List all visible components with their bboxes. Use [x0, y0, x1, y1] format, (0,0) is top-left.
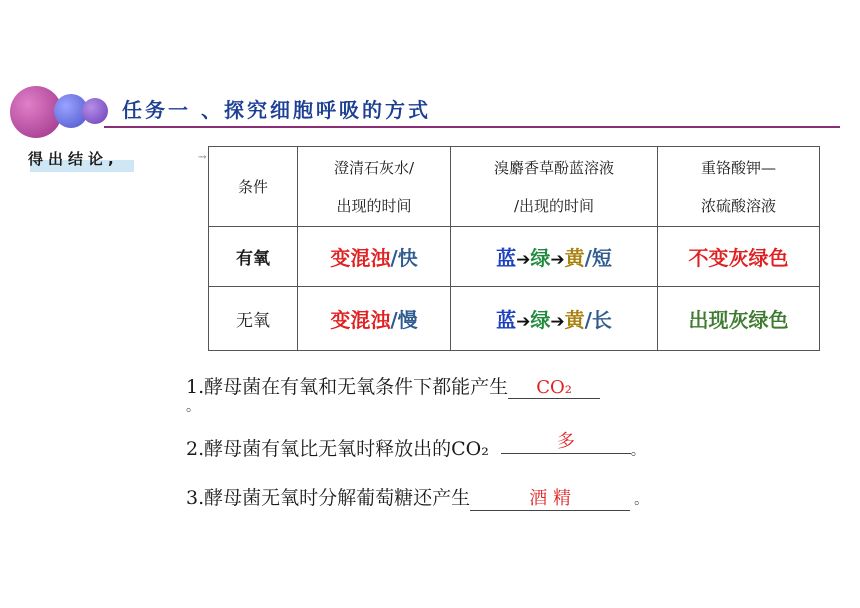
- question-1: 1.酵母菌在有氧和无氧条件下都能产生 CO₂: [186, 372, 600, 399]
- results-table: [208, 146, 820, 351]
- answer-blank: CO₂: [508, 377, 600, 399]
- arrow-icon: ➔: [516, 312, 531, 332]
- dichromate-result: 出现灰绿色: [658, 287, 820, 351]
- question-3: 3.酵母菌无氧时分解葡萄糖还产生 酒 精 。: [186, 483, 648, 511]
- title-underline: [104, 126, 840, 128]
- row-condition: 有氧: [209, 227, 298, 287]
- answer-blank: 多: [501, 427, 631, 454]
- table-header-row: [209, 147, 820, 227]
- arrow-icon: ➔: [550, 312, 565, 332]
- row-condition: 无氧: [209, 287, 298, 351]
- small-circle-icon: [82, 98, 108, 124]
- dichromate-result: 不变灰绿色: [658, 227, 820, 287]
- arrow-icon: ➔: [516, 250, 531, 270]
- header-btb: 溴麝香草酚蓝溶液 /出现的时间: [451, 147, 658, 227]
- header-limewater: 澄清石灰水/ 出现的时间: [298, 147, 451, 227]
- header-condition: 条件: [209, 147, 298, 227]
- table-row: [209, 287, 820, 351]
- conclusion-label: 得出结论,: [28, 150, 119, 168]
- btb-result: 蓝➔绿➔黄/短: [451, 227, 658, 287]
- question-1-end: 。: [186, 399, 200, 415]
- page-title: 任务一 、探究细胞呼吸的方式: [122, 98, 431, 122]
- question-2: 2.酵母菌有氧比无氧时释放出的CO₂ 多 。: [186, 434, 645, 462]
- decorative-circles: [10, 86, 110, 138]
- header-dichromate: 重铬酸钾— 浓硫酸溶液: [658, 147, 820, 227]
- btb-result: 蓝➔绿➔黄/长: [451, 287, 658, 351]
- arrow-marker-icon: ⤑: [198, 152, 207, 163]
- arrow-icon: ➔: [550, 250, 565, 270]
- limewater-result: 变混浊/慢: [298, 287, 451, 351]
- answer-blank: 酒 精: [470, 484, 630, 511]
- table-row: [209, 227, 820, 287]
- limewater-result: 变混浊/快: [298, 227, 451, 287]
